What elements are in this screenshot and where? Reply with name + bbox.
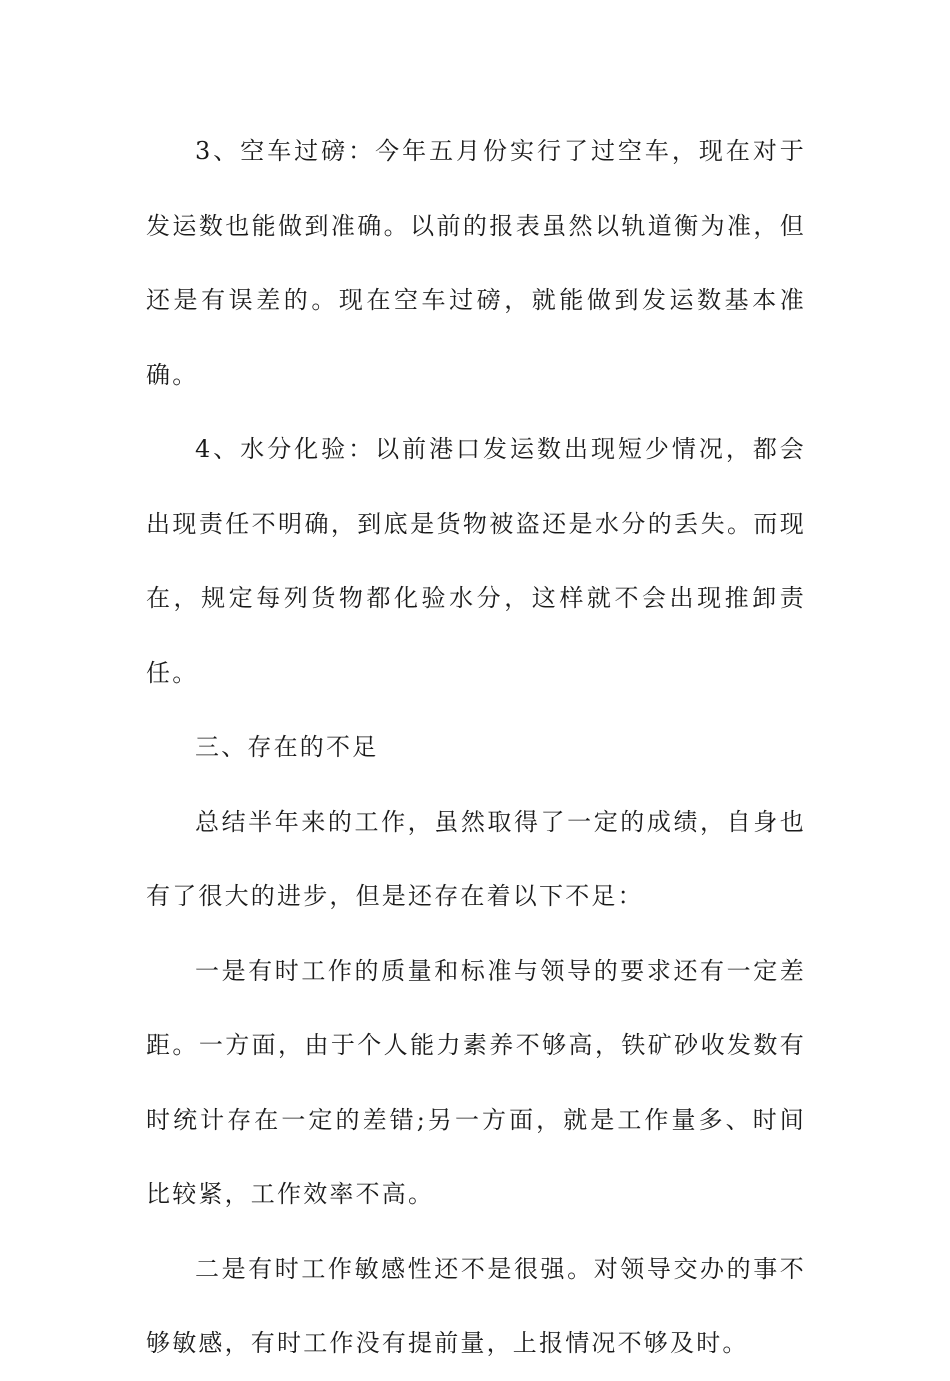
paragraph-moisture-test: 4、水分化验：以前港口发运数出现短少情况，都会出现责任不明确，到底是货物被盗还是水分的丢失。而现在，规定每列货物都化验水分，这样就不会出现推卸责任。 [146,435,806,687]
paragraph-summary: 总结半年来的工作，虽然取得了一定的成绩，自身也有了很大的进步，但是还存在着以下不足： [146,807,806,910]
paragraph-shortcoming-one: 一是有时工作的质量和标准与领导的要求还有一定差距。一方面，由于个人能力素养不够高，铁矿砂收发数有时统计存在一定的差错;另一方面，就是工作量多、时间比较紧，工作效率不高。 [146,956,806,1208]
paragraph-empty-car-weighing: 3、空车过磅：今年五月份实行了过空车，现在对于发运数也能做到准确。以前的报表虽然以轨道衡为准，但还是有误差的。现在空车过磅，就能做到发运数基本准确。 [146,137,806,389]
section-heading-shortcomings: 三、存在的不足 [195,733,379,761]
document-body [146,114,806,1381]
paragraph-shortcoming-two: 二是有时工作敏感性还不是很强。对领导交办的事不够敏感，有时工作没有提前量，上报情况不够及时。 [146,1254,806,1357]
